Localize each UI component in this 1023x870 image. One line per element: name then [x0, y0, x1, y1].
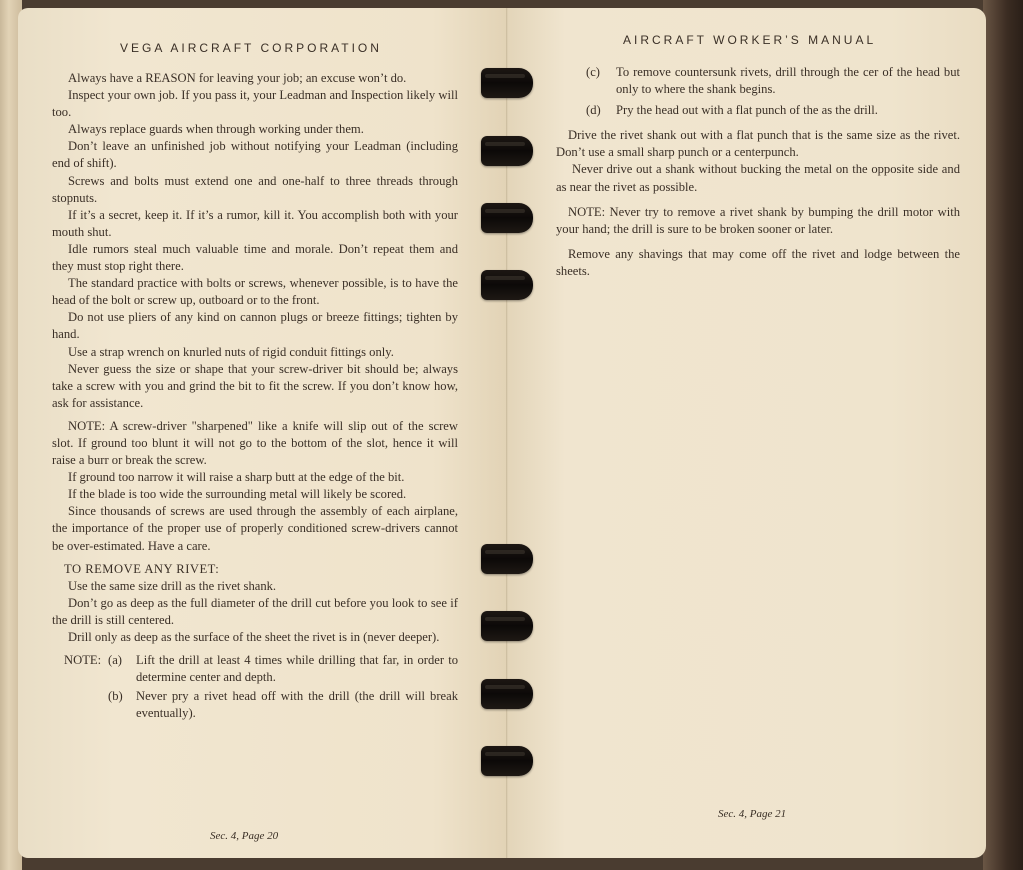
note-paragraph: Since thousands of screws are used through the assembly of each airplane, the importance of the proper use of properly conditioned screw-drivers cannot be over-estimated. Have a care.: [52, 504, 458, 553]
paragraph: Always replace guards when through working under them.: [68, 122, 364, 137]
binding-ring: [481, 746, 533, 776]
note-item-label: (b): [108, 689, 123, 704]
binding-ring: [481, 203, 533, 233]
left-page-header: VEGA AIRCRAFT CORPORATION: [120, 41, 382, 55]
book-cover-right: [983, 0, 1023, 870]
note-paragraph: If the blade is too wide the surrounding metal will likely be scored.: [68, 487, 407, 502]
paragraph: Inspect your own job. If you pass it, your Leadman and Inspection likely will too.: [52, 88, 458, 120]
note-item-text: Never pry a rivet head off with the drill (the drill will break eventually).: [136, 689, 458, 721]
binding-ring: [481, 679, 533, 709]
binding-ring: [481, 68, 533, 98]
left-page-body: [52, 70, 458, 722]
paragraph: Never guess the size or shape that your screw-driver bit should be; always take a screw with you and grind the bit to fit the screw. If you don’t know how, ask for assistance.: [52, 361, 458, 410]
note-item-text: To remove countersunk rivets, drill through the cer of the head but only to where the shank begins.: [616, 65, 960, 97]
right-page-footer: Sec. 4, Page 21: [718, 808, 787, 820]
note-item-c: [556, 64, 960, 98]
paragraph: Drive the rivet shank out with a flat punch that is the same size as the rivet. Don’t use a small sharp punch or a centerpunch.: [556, 128, 960, 160]
note-item-d: [556, 102, 960, 119]
right-page: [508, 8, 986, 858]
rivet-heading: TO REMOVE ANY RIVET:: [64, 561, 220, 576]
rivet-paragraph: Use the same size drill as the rivet shank.: [68, 578, 277, 593]
note-paragraph: If ground too narrow it will raise a sharp butt at the edge of the bit.: [68, 470, 405, 485]
right-page-body: [556, 64, 960, 280]
note-paragraph: NOTE: A screw-driver "sharpened" like a knife will slip out of the screw slot. If ground too blunt it will not go to the bottom of the slot, hence it will raise a burr or break the screw.: [52, 418, 458, 468]
note-item-b: [52, 688, 458, 722]
note-lead: NOTE:: [64, 653, 102, 668]
right-page-header: AIRCRAFT WORKER’S MANUAL: [623, 33, 877, 47]
paragraph: Use a strap wrench on knurled nuts of rigid conduit fittings only.: [68, 344, 394, 359]
note-item-text: Pry the head out with a flat punch of the as the drill.: [616, 103, 878, 118]
paragraph: Do not use pliers of any kind on cannon plugs or breeze fittings; tighten by hand.: [52, 310, 458, 342]
paragraph: If it’s a secret, keep it. If it’s a rumor, kill it. You accomplish both with your mouth shut.: [52, 207, 458, 239]
note-item-label: (c): [586, 65, 600, 79]
paragraph: Screws and bolts must extend one and one-half to three threads through stopnuts.: [52, 173, 458, 205]
paragraph: Idle rumors steal much valuable time and morale. Don’t repeat them and they must stop right there.: [52, 241, 458, 274]
left-page: [18, 8, 506, 858]
left-page-footer: Sec. 4, Page 20: [210, 830, 279, 842]
binding-ring: [481, 136, 533, 166]
note-paragraph: NOTE: Never try to remove a rivet shank by bumping the drill motor with your hand; the drill is sure to be broken sooner or later.: [556, 204, 960, 236]
rivet-paragraph: Don’t go as deep as the full diameter of the drill cut before you look to see if the drill is still centered.: [52, 595, 458, 627]
note-item-label: (d): [586, 103, 601, 118]
paragraph: Remove any shavings that may come off the rivet and lodge between the sheets.: [556, 246, 960, 278]
binding-ring: [481, 611, 533, 641]
paragraph: Don’t leave an unfinished job without notifying your Leadman (including end of shift).: [52, 139, 458, 171]
binding-ring: [481, 544, 533, 574]
note-item-a: [52, 652, 458, 686]
rivet-paragraph: Drill only as deep as the surface of the sheet the rivet is in (never deeper).: [68, 630, 440, 644]
note-item-text: Lift the drill at least 4 times while drilling that far, in order to determine center and depth.: [136, 653, 458, 685]
paragraph: Always have a REASON for leaving your job; an excuse won’t do.: [68, 71, 407, 85]
paragraph: The standard practice with bolts or screws, whenever possible, is to have the head of the bolt or screw up, outboard or to the front.: [52, 276, 458, 308]
binding-ring: [481, 270, 533, 300]
paragraph: Never drive out a shank without bucking the metal on the opposite side and as near the rivet as possible.: [556, 162, 960, 194]
note-item-label: (a): [108, 653, 122, 668]
